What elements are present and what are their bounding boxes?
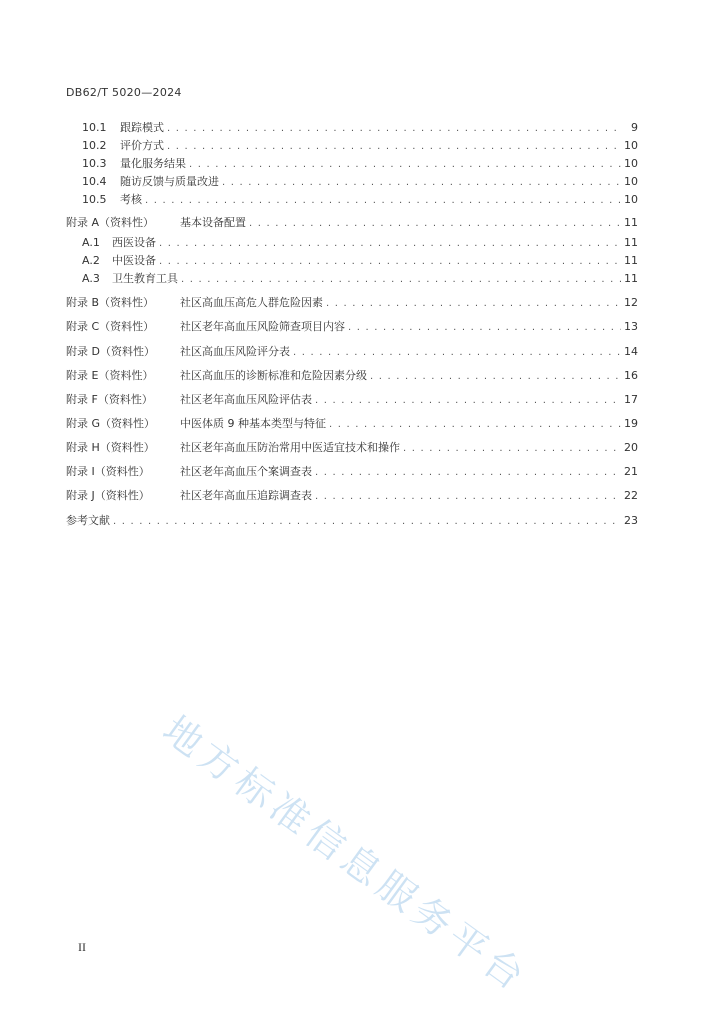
toc-entry-appendix-h[interactable] — [66, 441, 638, 456]
toc-leader-dots — [159, 255, 621, 269]
toc-entry-a-2[interactable] — [82, 254, 638, 269]
toc-leader-dots — [249, 217, 621, 231]
toc-entry-references[interactable] — [66, 514, 638, 529]
toc-entry-page: 13 — [624, 320, 638, 333]
toc-leader-dots — [293, 346, 621, 360]
toc-entry-appendix-c[interactable] — [66, 320, 638, 335]
toc-leader-dots — [315, 394, 621, 408]
toc-entry-page: 10 — [624, 193, 638, 206]
toc-entry-number: 附录 H（资料性） — [66, 441, 155, 454]
toc-leader-dots — [315, 490, 621, 504]
toc-entry-number: 附录 I（资料性） — [66, 465, 150, 478]
toc-entry-number: 附录 C（资料性） — [66, 320, 155, 333]
toc-entry-title: 跟踪模式 — [120, 121, 164, 134]
toc-entry-10-4[interactable] — [82, 175, 638, 190]
toc-entry-title: 社区高血压风险评分表 — [180, 345, 290, 358]
toc-entry-page: 10 — [624, 139, 638, 152]
toc-leader-dots — [222, 176, 621, 190]
toc-entry-10-1[interactable] — [82, 121, 638, 136]
toc-entry-number: 附录 E（资料性） — [66, 369, 154, 382]
toc-entry-page: 12 — [624, 296, 638, 309]
toc-entry-page: 14 — [624, 345, 638, 358]
toc-entry-appendix-i[interactable] — [66, 465, 638, 480]
toc-entry-appendix-b[interactable] — [66, 296, 638, 311]
toc-leader-dots — [113, 515, 621, 529]
toc-leader-dots — [189, 158, 621, 172]
toc-leader-dots — [159, 237, 621, 251]
toc-entry-title: 考核 — [120, 193, 142, 206]
toc-entry-title: 随访反馈与质量改进 — [120, 175, 219, 188]
toc-entry-title: 社区高血压的诊断标准和危险因素分级 — [180, 369, 367, 382]
toc-entry-page: 17 — [624, 393, 638, 406]
toc-entry-page: 16 — [624, 369, 638, 382]
toc-entry-page: 9 — [631, 121, 638, 134]
toc-leader-dots — [145, 194, 621, 208]
document-code: DB62/T 5020—2024 — [66, 86, 182, 99]
toc-leader-dots — [403, 442, 621, 456]
toc-leader-dots — [348, 321, 621, 335]
toc-entry-title: 中医体质 9 种基本类型与特征 — [180, 417, 326, 430]
toc-entry-title: 西医设备 — [112, 236, 156, 249]
toc-entry-title: 社区老年高血压风险筛查项目内容 — [180, 320, 345, 333]
toc-entry-title: 社区老年高血压追踪调查表 — [180, 489, 312, 502]
toc-entry-title: 中医设备 — [112, 254, 156, 267]
toc-entry-number: 附录 B（资料性） — [66, 296, 155, 309]
toc-entry-10-5[interactable] — [82, 193, 638, 208]
toc-entry-title: 参考文献 — [66, 514, 110, 527]
toc-entry-number: 附录 J（资料性） — [66, 489, 150, 502]
toc-entry-page: 11 — [624, 216, 638, 229]
toc-entry-title: 卫生教育工具 — [112, 272, 178, 285]
toc-entry-title: 社区老年高血压风险评估表 — [180, 393, 312, 406]
toc-leader-dots — [329, 418, 621, 432]
toc-leader-dots — [167, 140, 621, 154]
toc-entry-number: 附录 F（资料性） — [66, 393, 153, 406]
toc-entry-title: 社区高血压高危人群危险因素 — [180, 296, 323, 309]
toc-leader-dots — [370, 370, 621, 384]
toc-entry-number: 10.1 — [82, 121, 107, 134]
toc-entry-number: 10.3 — [82, 157, 107, 170]
toc-entry-number: A.2 — [82, 254, 100, 267]
toc-entry-page: 22 — [624, 489, 638, 502]
toc-entry-number: 10.5 — [82, 193, 107, 206]
toc-entry-page: 10 — [624, 157, 638, 170]
toc-entry-10-3[interactable] — [82, 157, 638, 172]
toc-entry-number: 附录 G（资料性） — [66, 417, 156, 430]
toc-leader-dots — [315, 466, 621, 480]
toc-entry-page: 10 — [624, 175, 638, 188]
toc-entry-appendix-a[interactable] — [66, 216, 638, 231]
toc-entry-page: 21 — [624, 465, 638, 478]
toc-leader-dots — [167, 122, 621, 136]
toc-entry-title: 评价方式 — [120, 139, 164, 152]
toc-entry-appendix-d[interactable] — [66, 345, 638, 360]
toc-entry-appendix-f[interactable] — [66, 393, 638, 408]
page-number: II — [78, 940, 86, 954]
toc-entry-number: A.1 — [82, 236, 100, 249]
toc-entry-number: 附录 A（资料性） — [66, 216, 155, 229]
toc-entry-number: 10.2 — [82, 139, 107, 152]
toc-entry-title: 社区老年高血压防治常用中医适宜技术和操作 — [180, 441, 400, 454]
toc-entry-number: A.3 — [82, 272, 100, 285]
toc-leader-dots — [181, 273, 621, 287]
toc-entry-10-2[interactable] — [82, 139, 638, 154]
toc-leader-dots — [326, 297, 621, 311]
toc-entry-a-3[interactable] — [82, 272, 638, 287]
toc-entry-page: 11 — [624, 254, 638, 267]
toc-entry-number: 10.4 — [82, 175, 107, 188]
watermark-text: 地方标准信息服务平台 — [154, 707, 537, 1002]
toc-entry-appendix-e[interactable] — [66, 369, 638, 384]
toc-entry-page: 11 — [624, 236, 638, 249]
toc-entry-page: 19 — [624, 417, 638, 430]
toc-entry-a-1[interactable] — [82, 236, 638, 251]
toc-entry-page: 20 — [624, 441, 638, 454]
toc-entry-page: 11 — [624, 272, 638, 285]
toc-entry-title: 社区老年高血压个案调查表 — [180, 465, 312, 478]
toc-entry-number: 附录 D（资料性） — [66, 345, 155, 358]
toc-entry-appendix-j[interactable] — [66, 489, 638, 504]
toc-entry-appendix-g[interactable] — [66, 417, 638, 432]
toc-entry-page: 23 — [624, 514, 638, 527]
toc-entry-title: 量化服务结果 — [120, 157, 186, 170]
toc-entry-title: 基本设备配置 — [180, 216, 246, 229]
